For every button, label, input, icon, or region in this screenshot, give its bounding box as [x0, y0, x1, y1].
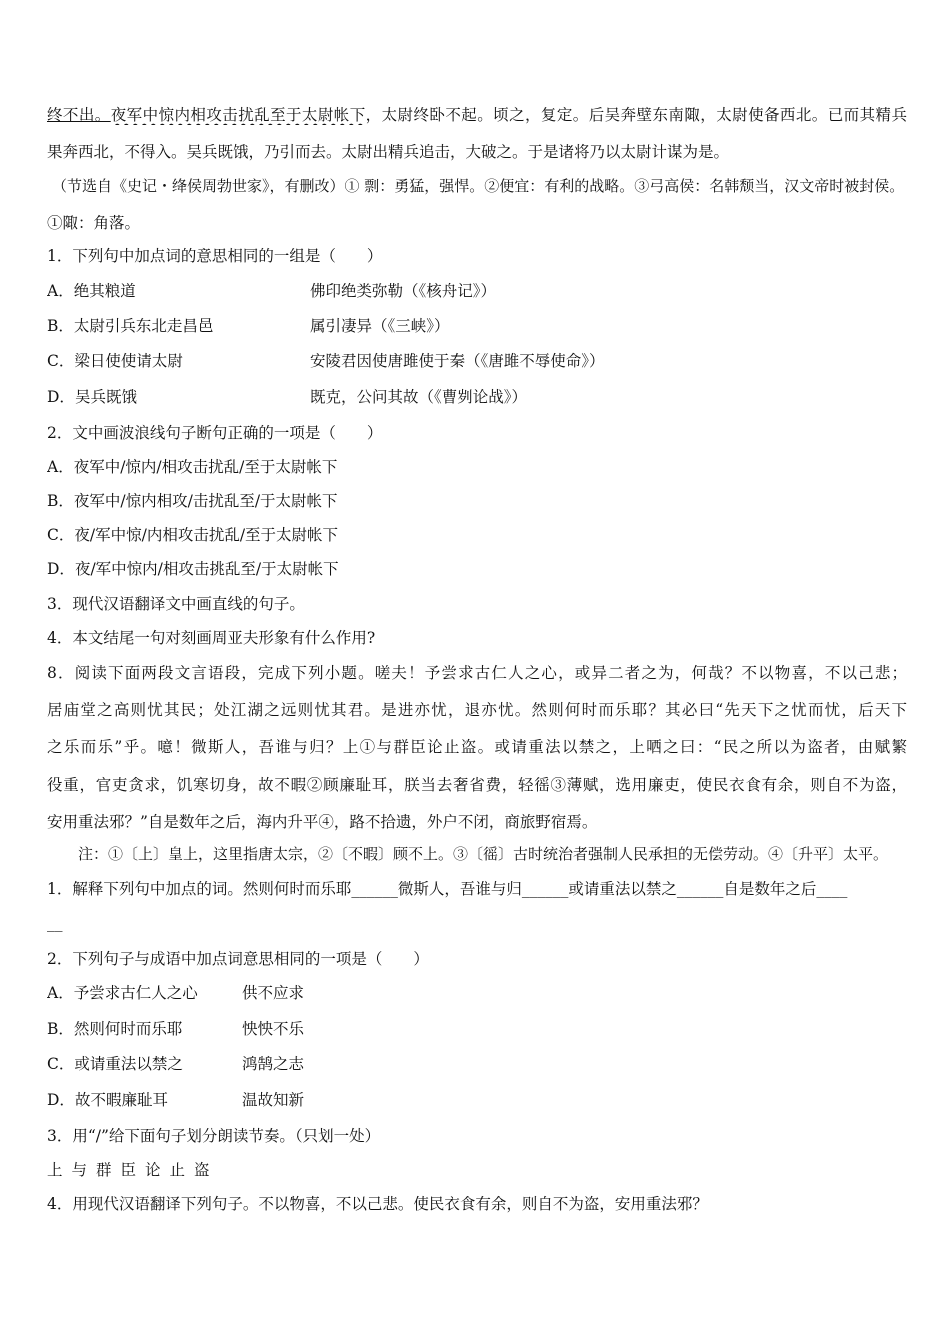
option-label: D．	[47, 560, 75, 578]
passage2-line2: 居庙堂之高则忧其民；处江湖之远则忧其君。是进亦忧，退亦忧。然则何时而乐耶？其必曰“先天下之忧而忧，后天下	[47, 701, 907, 719]
passage1-line1-rest: ，太尉终卧不起。顷之，复定。后吴奔壁东南陬，太尉使备西北。已而其精兵	[365, 106, 907, 124]
option-right: 供不应求	[242, 984, 305, 1002]
passage2-line3: 之乐而乐”乎。噫！微斯人，吾谁与归？上①与群臣论止盗。或请重法以禁之，上哂之曰：“民之所以为盗者，由赋繁	[47, 738, 907, 756]
question-4: 4．本文结尾一句对刻画周亚夫形象有什么作用?	[47, 629, 376, 647]
option-label: A．	[47, 282, 74, 300]
option-right: 鸿鹄之志	[242, 1055, 305, 1073]
part2-question-1-cont: __	[47, 914, 63, 932]
p2q2-option-d[interactable]	[47, 1088, 907, 1110]
option-text: 夜/军中惊内/相攻击挑乱至/于太尉帐下	[74, 560, 339, 578]
question-3: 3．现代汉语翻译文中画直线的句子。	[47, 595, 305, 613]
option-label: A．	[47, 458, 74, 476]
option-label: B．	[47, 1020, 74, 1038]
passage1-line1	[47, 103, 907, 125]
part2-question-3-sentence: 上与群臣论止盗	[47, 1161, 219, 1179]
option-label: D．	[47, 1091, 75, 1109]
option-label: A．	[47, 984, 74, 1002]
p2q2-option-a[interactable]	[47, 981, 907, 1003]
option-right: 佛印绝类弥勒（《核舟记》）	[310, 282, 497, 300]
option-right: 属引凄异（《三峡》）	[310, 317, 450, 335]
q1-option-c[interactable]	[47, 349, 907, 371]
option-left: 故不暇廉耻耳	[74, 1091, 168, 1109]
question-1-stem: 1．下列句中加点词的意思相同的一组是（ ）	[47, 247, 383, 265]
option-left: 然则何时而乐耶	[73, 1020, 183, 1038]
option-label: C．	[47, 352, 75, 370]
option-left: 或请重法以禁之	[74, 1055, 183, 1073]
option-right: 怏怏不乐	[242, 1020, 305, 1038]
option-label: C．	[47, 526, 75, 544]
part2-question-2-stem: 2．下列句子与成语中加点词意思相同的一项是（ ）	[47, 950, 429, 968]
q1-option-a[interactable]	[47, 279, 907, 301]
q1-option-d[interactable]	[47, 385, 907, 407]
q1-option-b[interactable]	[47, 314, 907, 336]
option-right: 既克，公问其故（《曹刿论战》）	[310, 388, 528, 406]
part2-question-4: 4．用现代汉语翻译下列句子。不以物喜，不以己悲。使民衣食有余，则自不为盗，安用重法邪？	[47, 1195, 708, 1213]
part2-question-1: 1．解释下列句中加点的词。然则何时而乐耶______微斯人，吾谁与归______或请重法以禁之______自是数年之后____	[47, 880, 848, 898]
underlined-sentence: 终不出。	[47, 106, 111, 124]
option-text: 夜/军中惊/内相攻击扰乱/至于太尉帐下	[74, 526, 339, 544]
part2-question-3: 3．用“/”给下面句子划分朗读节奏。（只划一处）	[47, 1127, 381, 1145]
option-left: 绝其粮道	[73, 282, 136, 300]
option-label: C．	[47, 1055, 75, 1073]
q2-option-a[interactable]	[47, 455, 907, 477]
option-text: 夜军中/惊内/相攻击扰乱/至于太尉帐下	[73, 458, 338, 476]
q2-option-c[interactable]	[47, 523, 907, 545]
option-left: 太尉引兵东北走昌邑	[73, 317, 214, 335]
passage2-intro: 8．阅读下面两段文言语段，完成下列小题。嗟夫！予尝求古仁人之心，或异二者之为，何哉？不以物喜，不以己悲；	[47, 664, 907, 682]
p2q2-option-c[interactable]	[47, 1052, 907, 1074]
passage1-note-2: ①陬：角落。	[47, 214, 141, 232]
passage2-line4: 役重，官吏贪求，饥寒切身，故不暇②顾廉耻耳，朕当去奢省费，轻徭③薄赋，选用廉吏，使民衣食有余，则自不为盗，	[47, 776, 907, 794]
option-right: 安陵君因使唐雎使于秦（《唐雎不辱使命》）	[310, 352, 605, 370]
passage1-note: （节选自《史记・绛侯周勃世家》，有删改）① 剽：勇猛，强悍。②便宜：有利的战略。③弓高侯：名韩颓当，汉文帝时被封侯。	[52, 177, 905, 195]
question-2-stem: 2．文中画波浪线句子断句正确的一项是（ ）	[47, 424, 383, 442]
option-label: B．	[47, 492, 74, 510]
option-label: D．	[47, 388, 75, 406]
wavy-sentence: 夜军中惊内相攻击扰乱至于太尉帐下	[110, 106, 366, 124]
q2-option-b[interactable]	[47, 489, 907, 511]
passage2-line5: 安用重法邪？”自是数年之后，海内升平④，路不拾遗，外户不闭，商旅野宿焉。	[47, 813, 598, 831]
q2-option-d[interactable]	[47, 557, 907, 579]
passage2-notes: 注：①〔上〕皇上，这里指唐太宗，②〔不暇〕顾不上。③〔徭〕古时统治者强制人民承担的无偿劳动。④〔升平〕太平。	[78, 845, 889, 863]
passage1-line2: 果奔西北，不得入。吴兵既饿，乃引而去。太尉出精兵追击，大破之。于是诸将乃以太尉计谋为是。	[47, 143, 730, 161]
option-right: 温故知新	[242, 1091, 305, 1109]
option-left: 梁日使使请太尉	[74, 352, 183, 370]
option-label: B．	[47, 317, 74, 335]
p2q2-option-b[interactable]	[47, 1017, 907, 1039]
option-left: 予尝求古仁人之心	[73, 984, 198, 1002]
option-left: 吴兵既饿	[74, 388, 137, 406]
option-text: 夜军中/惊内相攻/击扰乱至/于太尉帐下	[73, 492, 338, 510]
